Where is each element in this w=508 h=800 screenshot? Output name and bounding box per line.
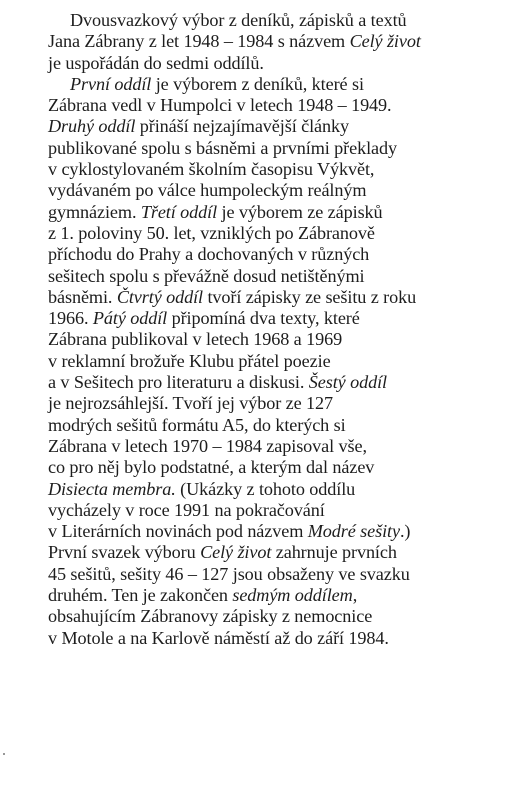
text-line: [48, 116, 498, 137]
text-line: [48, 542, 498, 563]
text-line: [48, 372, 498, 393]
text-segment: Dvousvazkový výbor z deníků, zápisků a textů: [70, 10, 407, 30]
text-line: [48, 180, 498, 201]
text-segment: Zábrana vedl v Humpolci v letech 1948 – 1949.: [48, 95, 392, 116]
text-segment: je uspořádán do sedmi oddílů.: [48, 52, 264, 73]
text-segment: v Motole a na Karlově náměstí až do září 1984.: [48, 627, 389, 648]
text-segment: v reklamní brožuře Klubu přátel poezie: [48, 350, 331, 371]
scan-speck: [3, 753, 5, 755]
text-line: [48, 351, 498, 372]
italic-phrase: Třetí oddíl: [140, 201, 218, 222]
text-line: [48, 436, 498, 457]
text-segment: modrých sešitů formátu A5, do kterých si: [48, 414, 346, 435]
text-segment: ,: [352, 585, 358, 606]
text-line: [48, 138, 498, 159]
text-segment: .): [399, 521, 411, 542]
body-text: [48, 10, 498, 649]
text-segment: obsahujícím Zábranovy zápisky z nemocnice: [48, 606, 373, 627]
text-line: [48, 606, 498, 627]
text-line: [48, 628, 498, 649]
text-segment: co pro něj bylo podstatné, a kterým dal název: [48, 457, 375, 478]
italic-phrase: Pátý oddíl: [92, 308, 168, 329]
italic-phrase: Modré sešity: [307, 521, 400, 542]
text-line: [48, 95, 498, 116]
text-segment: Jana Zábrany z let 1948 – 1984 s názvem: [48, 31, 350, 52]
text-segment: přináší nejzajímavější články: [135, 116, 349, 137]
text-line: [48, 564, 498, 585]
text-segment: z 1. poloviny 50. let, vzniklých po Zábranově: [48, 222, 375, 243]
text-line: [48, 223, 498, 244]
text-segment: v Literárních novinách pod názvem: [48, 521, 308, 542]
text-line: [48, 287, 498, 308]
text-line: [48, 521, 498, 542]
italic-phrase: sedmým oddílem: [232, 585, 353, 606]
text-segment: básněmi.: [48, 286, 117, 307]
text-line: [48, 202, 498, 223]
text-line: [48, 329, 498, 350]
text-line: [48, 500, 498, 521]
text-line: [48, 10, 498, 31]
text-line: [48, 308, 498, 329]
text-segment: vydávaném po válce humpoleckým reálným: [48, 180, 367, 201]
text-line: [48, 159, 498, 180]
text-line: [48, 393, 498, 414]
text-segment: v cyklostylovaném školním časopisu Výkvět,: [48, 159, 375, 180]
text-segment: gymnáziem.: [48, 201, 141, 222]
text-line: [48, 479, 498, 500]
text-segment: Zábrana publikoval v letech 1968 a 1969: [48, 329, 343, 350]
text-segment: tvoří zápisky ze sešitu z roku: [203, 286, 417, 307]
text-segment: druhém. Ten je zakončen: [48, 585, 233, 606]
text-segment: publikované spolu s básněmi a prvními překlady: [48, 137, 397, 158]
text-segment: sešitech spolu s převážně dosud netištěnými: [48, 265, 365, 286]
italic-phrase: Šestý oddíl: [308, 372, 387, 393]
italic-phrase: Druhý oddíl: [48, 116, 136, 137]
text-line: [48, 74, 498, 95]
italic-phrase: Celý život: [200, 542, 272, 563]
text-segment: 1966.: [48, 308, 93, 329]
text-line: [48, 457, 498, 478]
text-segment: Zábrana v letech 1970 – 1984 zapisoval vše,: [48, 435, 367, 456]
text-line: [48, 53, 498, 74]
text-line: [48, 244, 498, 265]
text-segment: je výborem ze zápisků: [217, 201, 383, 222]
text-segment: (Ukázky z tohoto oddílu: [175, 478, 356, 499]
text-segment: připomíná dva texty, které: [167, 308, 360, 329]
italic-phrase: Disiecta membra.: [48, 478, 176, 499]
text-segment: příchodu do Prahy a dochovaných v různých: [48, 244, 370, 265]
text-segment: 45 sešitů, sešity 46 – 127 jsou obsaženy ve svazku: [48, 563, 410, 584]
text-line: [48, 31, 498, 52]
text-line: [48, 266, 498, 287]
text-line: [48, 415, 498, 436]
text-segment: a v Sešitech pro literaturu a diskusi.: [48, 372, 309, 393]
text-segment: je výborem z deníků, které si: [151, 73, 364, 94]
italic-phrase: První oddíl: [70, 73, 152, 94]
text-segment: zahrnuje prvních: [271, 542, 397, 563]
text-line: [48, 585, 498, 606]
italic-phrase: Celý život: [349, 31, 421, 52]
text-segment: je nejrozsáhlejší. Tvoří jej výbor ze 127: [48, 393, 333, 414]
italic-phrase: Čtvrtý oddíl: [116, 286, 204, 307]
text-segment: První svazek výboru: [48, 542, 201, 563]
text-segment: vycházely v roce 1991 na pokračování: [48, 499, 325, 520]
